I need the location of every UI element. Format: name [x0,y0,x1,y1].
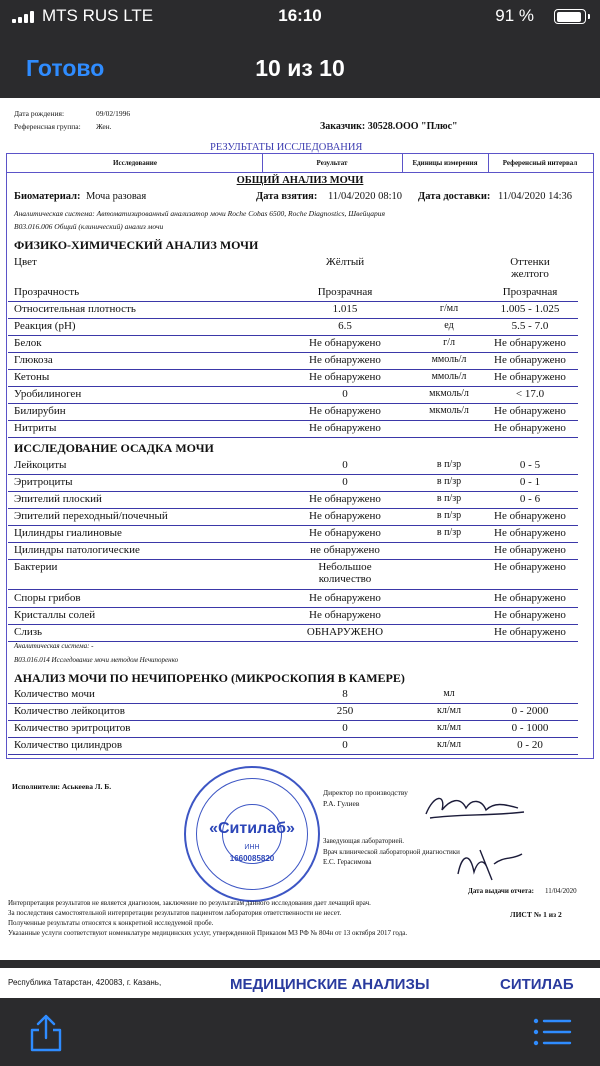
row-ref: Не обнаружено [494,592,566,604]
row-result: Не обнаружено [309,493,381,505]
page2-banner: МЕДИЦИНСКИЕ АНАЛИЗЫ [230,976,430,993]
row-divider [8,737,578,738]
row-result: ОБНАРУЖЕНО [306,626,384,638]
row-unit: ед [444,320,454,331]
lab-head-signature [450,844,530,886]
document-page-2[interactable] [0,968,600,998]
row-ref: 0 - 5 [519,459,541,471]
footer-line-1: Интерпретация результатов не является диагнозом, заключение по результатам данного исследования дает лечащий врач. [8,899,371,907]
row-ref: желтого [511,268,549,280]
header-divider [7,172,593,173]
row-ref: Оттенки [510,256,550,268]
row-divider [8,420,578,421]
row-ref: 0 - 1000 [511,722,549,734]
row-unit: кл/мл [437,722,461,733]
row-unit: кл/мл [437,705,461,716]
row-result: Жёлтый [325,256,365,268]
code-general: B03.016.006 Общий (клинический) анализ мочи [14,222,164,231]
row-ref: Не обнаружено [494,337,566,349]
row-result: Не обнаружено [309,371,381,383]
row-result: 0 [342,459,348,471]
row-divider [8,703,578,704]
row-name: Количество лейкоцитов [14,705,125,717]
director-signature [420,788,530,828]
row-ref: Не обнаружено [494,527,566,539]
row-result: Не обнаружено [309,592,381,604]
row-divider [8,624,578,625]
row-result: 1.015 [332,303,358,315]
row-name: Эритроциты [14,476,73,488]
row-unit: мкмоль/л [429,405,469,416]
customer: Заказчик: 30528.ООО "Плюс" [320,121,458,132]
delivered-value: 11/04/2020 14:36 [498,191,572,202]
row-name: Слизь [14,626,43,638]
issue-date-label: Дата выдачи отчета: [468,887,534,895]
share-icon[interactable] [28,1012,64,1052]
row-unit: мл [443,688,455,699]
results-title: РЕЗУЛЬТАТЫ ИССЛЕДОВАНИЯ [210,142,363,153]
col-header-units: Единицы измерения [412,159,478,167]
col-header-result: Результат [316,159,348,167]
done-button[interactable]: Готово [26,55,105,81]
dob-label: Дата рождения: [14,109,65,118]
row-result: Не обнаружено [309,405,381,417]
row-ref: Не обнаружено [494,405,566,417]
analyzer-info: Аналитическая система: Автоматизированный анализатор мочи Roche Cobas 6500, Roche Diagnostics, Швейцария [14,209,385,218]
physchem-title: ФИЗИКО-ХИМИЧЕСКИЙ АНАЛИЗ МОЧИ [14,238,259,252]
stamp-inn-label: ИНН [244,844,260,851]
row-result: 0 [342,476,348,488]
row-unit: г/мл [439,303,459,314]
battery-icon [554,9,586,24]
row-result: Не обнаружено [309,422,381,434]
row-divider [8,491,578,492]
row-ref: Не обнаружено [494,422,566,434]
lab-head-name: Е.С. Герасимова [323,858,372,866]
row-result: Прозрачная [317,286,373,298]
bottom-toolbar [0,998,600,1066]
row-divider [8,437,578,438]
director-name: Р.А. Гулиев [323,799,360,808]
stamp-inn: 1660085820 [229,854,275,863]
row-name: Билирубин [14,405,66,417]
row-unit: кл/мл [437,739,461,750]
page2-address: Республика Татарстан, 420083, г. Казань, [8,978,162,987]
row-name: Цвет [14,256,37,268]
row-result: количество [318,573,372,585]
row-name: Уробилиноген [14,388,82,400]
row-ref: Не обнаружено [494,371,566,383]
row-result: Не обнаружено [309,609,381,621]
lab-head-position: Врач клинической лабораторной диагностики [323,848,460,856]
row-name: Цилиндры патологические [14,544,140,556]
row-name: Количество мочи [14,688,95,700]
row-divider [8,754,578,755]
row-divider [8,508,578,509]
row-result: не обнаружено [310,544,380,556]
lab-head-title: Заведующая лабораторией. [323,837,405,845]
row-name: Кетоны [14,371,50,383]
biomaterial-label: Биоматериал: [14,191,81,202]
row-ref: Не обнаружено [494,626,566,638]
row-result: 8 [342,688,348,700]
list-icon[interactable] [532,1016,572,1048]
page-counter-title: 10 из 10 [255,55,345,81]
row-divider [8,607,578,608]
col-header-study: Исследование [113,159,157,167]
row-result: Не обнаружено [309,527,381,539]
row-divider [8,542,578,543]
row-unit: в п/зр [436,510,462,521]
table-row [0,573,600,590]
row-ref: Не обнаружено [494,544,566,556]
delivered-label: Дата доставки: [418,191,491,202]
sediment-title: ИССЛЕДОВАНИЕ ОСАДКА МОЧИ [14,441,214,455]
row-ref: 0 - 2000 [511,705,549,717]
footer-line-3: Полученные результаты относятся к конкретной исследуемой пробе. [8,919,214,927]
row-divider [8,301,578,302]
company-stamp [184,766,320,902]
row-unit: в п/зр [436,527,462,538]
dob-value: 09/02/1996 [96,109,131,118]
carrier-label: MTS RUS LTE [42,6,154,25]
row-name: Эпителий плоский [14,493,102,505]
row-result: Не обнаружено [309,337,381,349]
performer: Исполнители: Аськеева Л. Б. [12,782,112,791]
nech-title: АНАЛИЗ МОЧИ ПО НЕЧИПОРЕНКО (МИКРОСКОПИЯ В КАМЕРЕ) [14,671,405,685]
row-name: Бактерии [14,561,58,573]
row-divider [8,589,578,590]
row-divider [8,641,578,642]
status-bar [0,0,600,34]
row-ref: Не обнаружено [494,354,566,366]
row-unit: г/л [443,337,455,348]
row-unit: ммоль/л [431,354,467,365]
code-nech: B03.016.014 Исследование мочи методом Нечипоренко [14,656,179,664]
stamp-logo: «Ситилаб» [209,820,295,837]
row-result: Не обнаружено [309,354,381,366]
row-unit: мкмоль/л [429,388,469,399]
row-name: Кристаллы солей [14,609,96,621]
taken-value: 11/04/2020 08:10 [328,191,402,202]
row-result: 0 [342,722,348,734]
row-divider [8,318,578,319]
row-divider [8,559,578,560]
row-name: Относительная плотность [14,303,136,315]
col-header-ref: Референсный интервал [502,159,578,167]
row-ref: Не обнаружено [494,510,566,522]
row-result: 250 [336,705,354,717]
row-ref: Не обнаружено [494,609,566,621]
row-ref: < 17.0 [515,388,545,400]
row-unit: ммоль/л [431,371,467,382]
table-row [0,268,600,285]
row-divider [8,720,578,721]
row-name: Количество эритроцитов [14,722,131,734]
row-divider [8,403,578,404]
row-name: Прозрачность [14,286,80,298]
row-result: 0 [342,739,348,751]
row-name: Нитриты [14,422,57,434]
battery-percent: 91 % [495,6,534,25]
ref-group-label: Референсная группа: [14,122,81,131]
row-name: Споры грибов [14,592,81,604]
director-title: Директор по производству [323,788,408,797]
row-ref: 5.5 - 7.0 [511,320,549,332]
row-name: Количество цилиндров [14,739,123,751]
row-result: 6.5 [338,320,352,332]
row-name: Глюкоза [14,354,53,366]
navigation-bar [0,40,600,96]
row-unit: в п/зр [436,493,462,504]
row-ref: 0 - 1 [519,476,541,488]
document-page[interactable] [0,98,600,960]
page2-logo: СИТИЛАБ [500,976,574,993]
row-name: Цилиндры гиалиновые [14,527,122,539]
issue-date: 11/04/2020 [545,887,577,895]
row-divider [8,335,578,336]
sheet-number: ЛИСТ № 1 из 2 [510,910,562,919]
footer-line-2: За последствия самостоятельной интерпретации результатов пациентом лаборатория ответственности не несет. [8,909,342,917]
row-ref: Не обнаружено [494,561,566,573]
row-divider [8,386,578,387]
row-result: Небольшое [318,561,372,573]
row-ref: Прозрачная [502,286,558,298]
row-ref: 0 - 20 [517,739,543,751]
row-divider [8,369,578,370]
row-result: 0 [342,388,348,400]
ref-group-value: Жен. [96,122,112,131]
analytic-system: Аналитическая система: - [14,642,94,650]
row-ref: 1.005 - 1.025 [500,303,560,315]
row-unit: в п/зр [436,459,462,470]
row-name: Реакция (pH) [14,320,76,332]
row-name: Лейкоциты [14,459,67,471]
row-divider [8,352,578,353]
row-name: Эпителий переходный/почечный [14,510,168,522]
row-unit: в п/зр [436,476,462,487]
section-title: ОБЩИЙ АНАЛИЗ МОЧИ [236,175,364,186]
status-time: 16:10 [278,6,322,25]
row-ref: 0 - 6 [519,493,541,505]
row-result: Не обнаружено [309,510,381,522]
row-divider [8,525,578,526]
row-divider [8,474,578,475]
row-name: Белок [14,337,42,349]
footer-line-4: Указанные услуги соответствуют номенклатуре медицинских услуг, утвержденной Приказом МЗ РФ № 804н от 13 октября 2017 года. [8,929,408,937]
taken-label: Дата взятия: [256,191,318,202]
biomaterial-value: Моча разовая [86,191,147,202]
